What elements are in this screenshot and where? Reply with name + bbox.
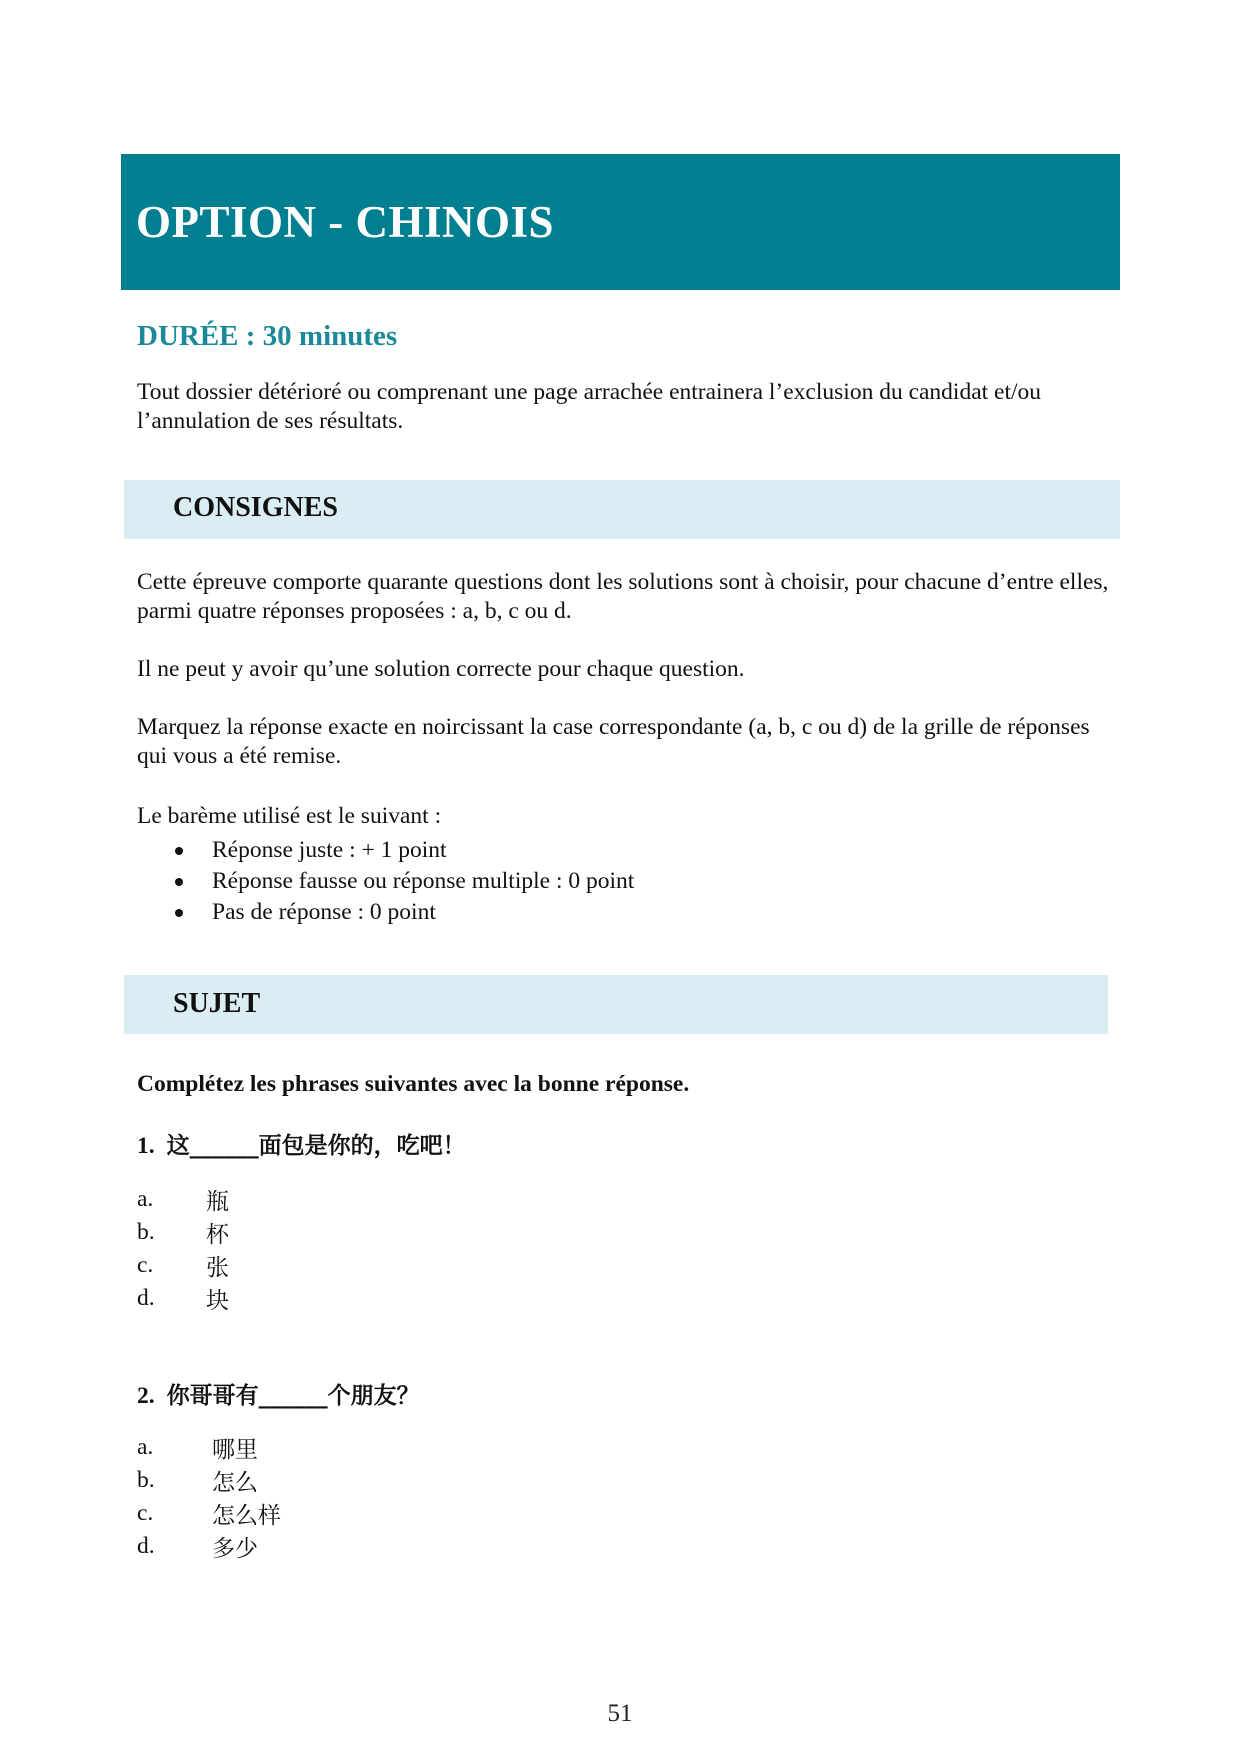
duration-heading: DURÉE : 30 minutes [137,320,398,352]
question-text: 这______面包是你的，吃吧！ [166,1133,466,1159]
option-a: a. 瓶 [137,1186,229,1215]
sujet-title: SUJET [173,988,261,1019]
bullet-icon [175,878,183,886]
bullet-icon [175,909,183,917]
option-c: c. 张 [137,1252,229,1281]
sujet-instruction: Complétez les phrases suivantes avec la bonne réponse. [137,1071,690,1097]
page-number: 51 [607,1700,633,1727]
list-item: Réponse juste : + 1 point [137,835,634,866]
warning-paragraph: Tout dossier détérioré ou comprenant une page arrachée entrainera l’exclusion du candidat et/ou l’annulation de ses résultats. [137,379,1042,434]
sujet-bar [124,975,1108,1034]
option-a: a. 哪里 [137,1434,258,1463]
consignes-paragraph-1: Cette épreuve comporte quarante questions dont les solutions sont à choisir, pour chacune d’entre elles, parmi quatre réponses proposées : a, b, c ou d. [137,569,1109,624]
question-number: 2. [137,1383,155,1409]
question-2-options [137,1431,281,1563]
option-b: b. 杯 [137,1219,229,1248]
consignes-paragraph-2: Il ne peut y avoir qu’une solution correcte pour chaque question. [137,656,745,682]
question-2 [137,1377,420,1410]
question-number: 1. [137,1133,155,1159]
bareme-list [137,835,634,928]
question-1 [137,1127,466,1160]
consignes-paragraph-3: Marquez la réponse exacte en noircissant la case correspondante (a, b, c ou d) de la grille de réponses qui vous a été remise. [137,714,1090,769]
option-b: b. 怎么 [137,1467,258,1496]
consignes-title: CONSIGNES [173,492,338,523]
bareme-intro: Le barème utilisé est le suivant : [137,803,442,829]
question-text: 你哥哥有______个朋友？ [166,1383,420,1409]
question-1-options [137,1183,229,1315]
option-c: c. 怎么样 [137,1500,281,1529]
list-item: Pas de réponse : 0 point [137,897,634,928]
page-title: OPTION - CHINOIS [136,197,555,247]
bullet-icon [175,847,183,855]
option-d: d. 块 [137,1285,229,1314]
option-d: d. 多少 [137,1533,258,1562]
list-item: Réponse fausse ou réponse multiple : 0 point [137,866,634,897]
